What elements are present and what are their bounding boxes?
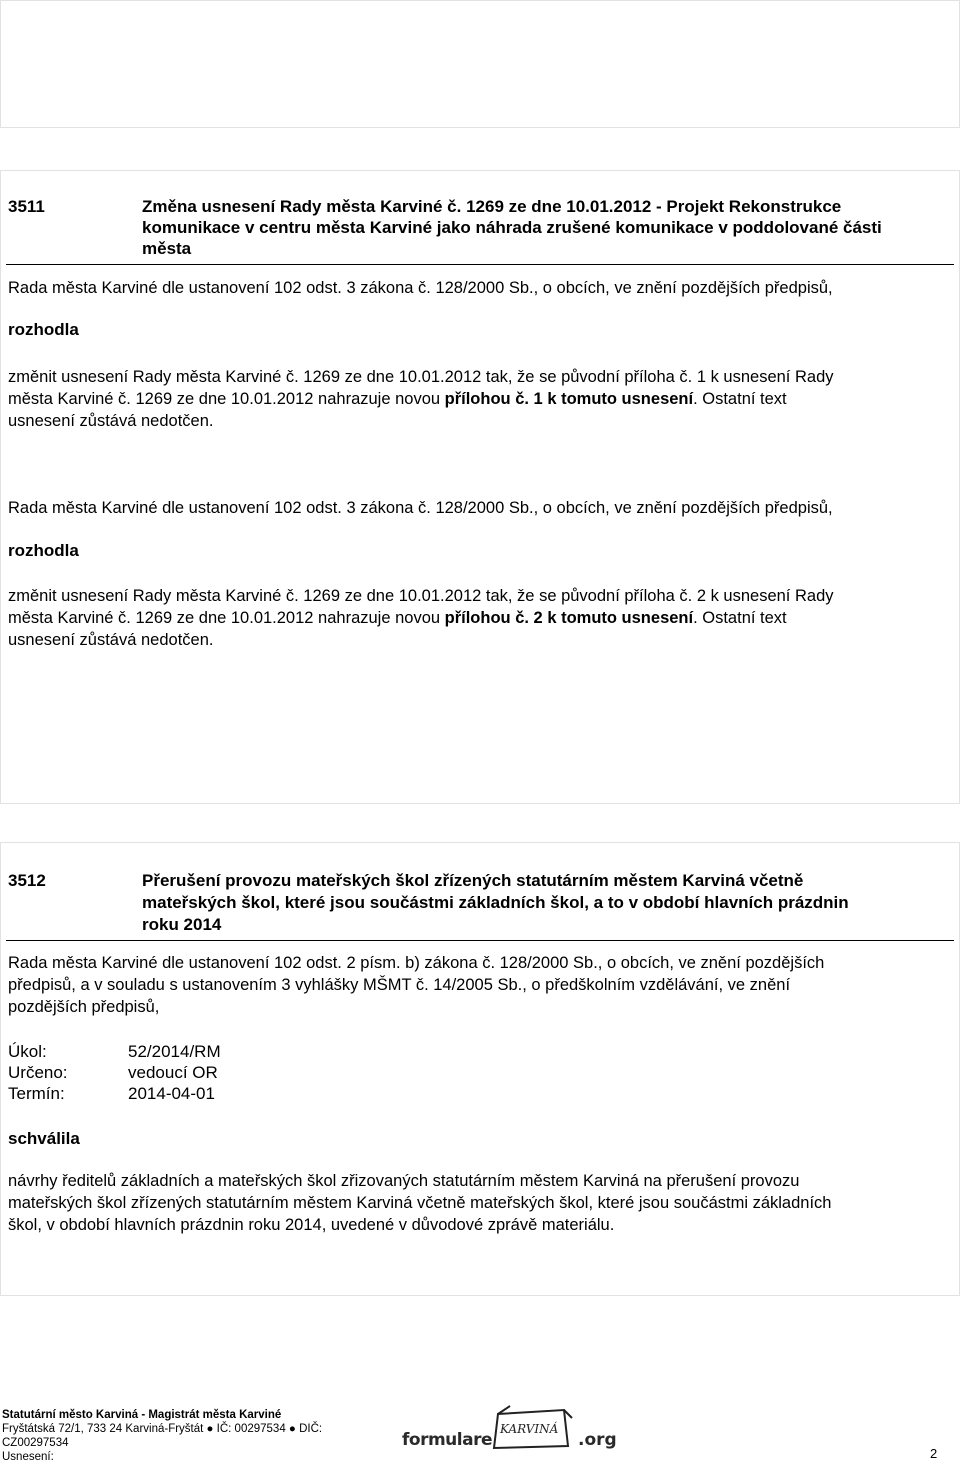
resolution-line (8, 388, 834, 410)
preamble-text: 3 vyhlášky MŠMT č. 14/2005 Sb., o předškolním vzdělávání, ve znění (281, 976, 791, 994)
resolution-line: změnit usnesení Rady města Karviné č. 1269 ze dne 10.01.2012 tak, že se původní příloha č. 2 k usnesení Rady (8, 587, 834, 605)
item-title-line: města (142, 239, 192, 258)
logo-text-formulare: formulare (402, 1430, 492, 1450)
item-number: 3511 (8, 197, 45, 216)
resolution-line: usnesení zůstává nedotčen. (8, 412, 214, 430)
preamble-text: 102 odst. 3 zákona č. 128/2000 Sb., o obcích, ve znění pozdějších předpisů, (274, 279, 833, 297)
resolution-line: škol, v období hlavních prázdnin roku 2014, uvedené v důvodové zprávě materiálu. (8, 1216, 615, 1234)
resolution-line: návrhy ředitelů základních a mateřských škol zřizovaných statutárním městem Karviná na přerušení provozu (8, 1172, 800, 1190)
responsible-value: vedoucí OR (128, 1063, 218, 1082)
preamble-text: Rada města Karviné dle ustanovení (8, 954, 270, 972)
preamble (8, 279, 833, 298)
decision-verb: schválila (8, 1129, 80, 1148)
deadline-label: Termín: (8, 1084, 65, 1103)
preamble-text: předpisů, a v souladu s ustanovením (8, 976, 277, 994)
footer (2, 1408, 322, 1464)
footer-org-name: Statutární město Karviná - Magistrát města Karviné (2, 1409, 282, 1421)
task-value: 52/2014/RM (128, 1042, 221, 1061)
item-number: 3512 (8, 871, 46, 890)
page-number: 2 (930, 1446, 938, 1461)
preamble-text: Rada města Karviné dle ustanovení (8, 499, 270, 517)
title-rule (6, 940, 954, 941)
item-title (142, 196, 882, 259)
top-frame (0, 0, 960, 128)
footer-address: Fryštátská 72/1, 733 24 Karviná-Fryštát ● IČ: 00297534 ● DIČ: (2, 1423, 323, 1435)
resolution-line: mateřských škol zřízených statutárním městem Karviná včetně mateřských škol, které jsou součástmi základních (8, 1194, 832, 1212)
resolution-text-part: . Ostatní text (693, 609, 787, 627)
logo-text-karvina: KARVINÁ (500, 1422, 559, 1436)
item-title-line: mateřských škol, které jsou součástmi základních škol, a to v období hlavních prázdnin (142, 893, 849, 912)
decision-verb: rozhodla (8, 320, 79, 339)
preamble-line (8, 952, 824, 974)
item-title-line: komunikace v centru města Karviné jako náhrada zrušené komunikace v poddolované části (142, 218, 882, 237)
preamble-text: 102 odst. 3 zákona č. 128/2000 Sb., o obcích, ve znění pozdějších předpisů, (274, 499, 833, 517)
deadline-value: 2014-04-01 (128, 1084, 215, 1103)
resolution-text-part: města Karviné č. 1269 ze dne 10.01.2012 nahrazuje novou (8, 609, 445, 627)
preamble-text: Rada města Karviné dle ustanovení (8, 279, 270, 297)
preamble-line: pozdějších předpisů, (8, 998, 160, 1016)
footer-usneseni-label: Usnesení: (2, 1451, 54, 1463)
item-title-line: roku 2014 (142, 915, 222, 934)
resolution-line: změnit usnesení Rady města Karviné č. 1269 ze dne 10.01.2012 tak, že se původní příloha č. 1 k usnesení Rady (8, 368, 834, 386)
item-3511-frame (0, 170, 960, 804)
preamble (8, 499, 833, 518)
decision-verb: rozhodla (8, 541, 79, 560)
task-label: Úkol: (8, 1042, 47, 1061)
logo-text-org: .org (578, 1430, 617, 1450)
preamble-text: 102 odst. 2 písm. b) zákona č. 128/2000 Sb., o obcích, ve znění pozdějších (274, 954, 825, 972)
item-title (142, 870, 849, 936)
responsible-label: Určeno: (8, 1063, 68, 1082)
footer-dic: CZ00297534 (2, 1437, 69, 1449)
item-title-line: Přerušení provozu mateřských škol zřízených statutárním městem Karviná včetně (142, 871, 804, 890)
resolution-text-part: . Ostatní text (693, 390, 787, 408)
resolution-text-part: města Karviné č. 1269 ze dne 10.01.2012 nahrazuje novou (8, 390, 445, 408)
resolution-text (8, 366, 834, 432)
title-rule (6, 264, 954, 265)
attachment-reference: přílohou č. 2 k tomuto usnesení (444, 609, 694, 627)
resolution-line: usnesení zůstává nedotčen. (8, 631, 214, 649)
resolution-text (8, 585, 834, 651)
preamble-line (8, 974, 824, 996)
attachment-reference: přílohou č. 1 k tomuto usnesení (444, 390, 694, 408)
resolution-line (8, 607, 834, 629)
item-title-line: Změna usnesení Rady města Karviné č. 1269 ze dne 10.01.2012 - Projekt Rekonstrukce (142, 197, 842, 216)
preamble (8, 952, 824, 1018)
resolution-text (8, 1170, 831, 1236)
formulare-logo (402, 1404, 617, 1460)
